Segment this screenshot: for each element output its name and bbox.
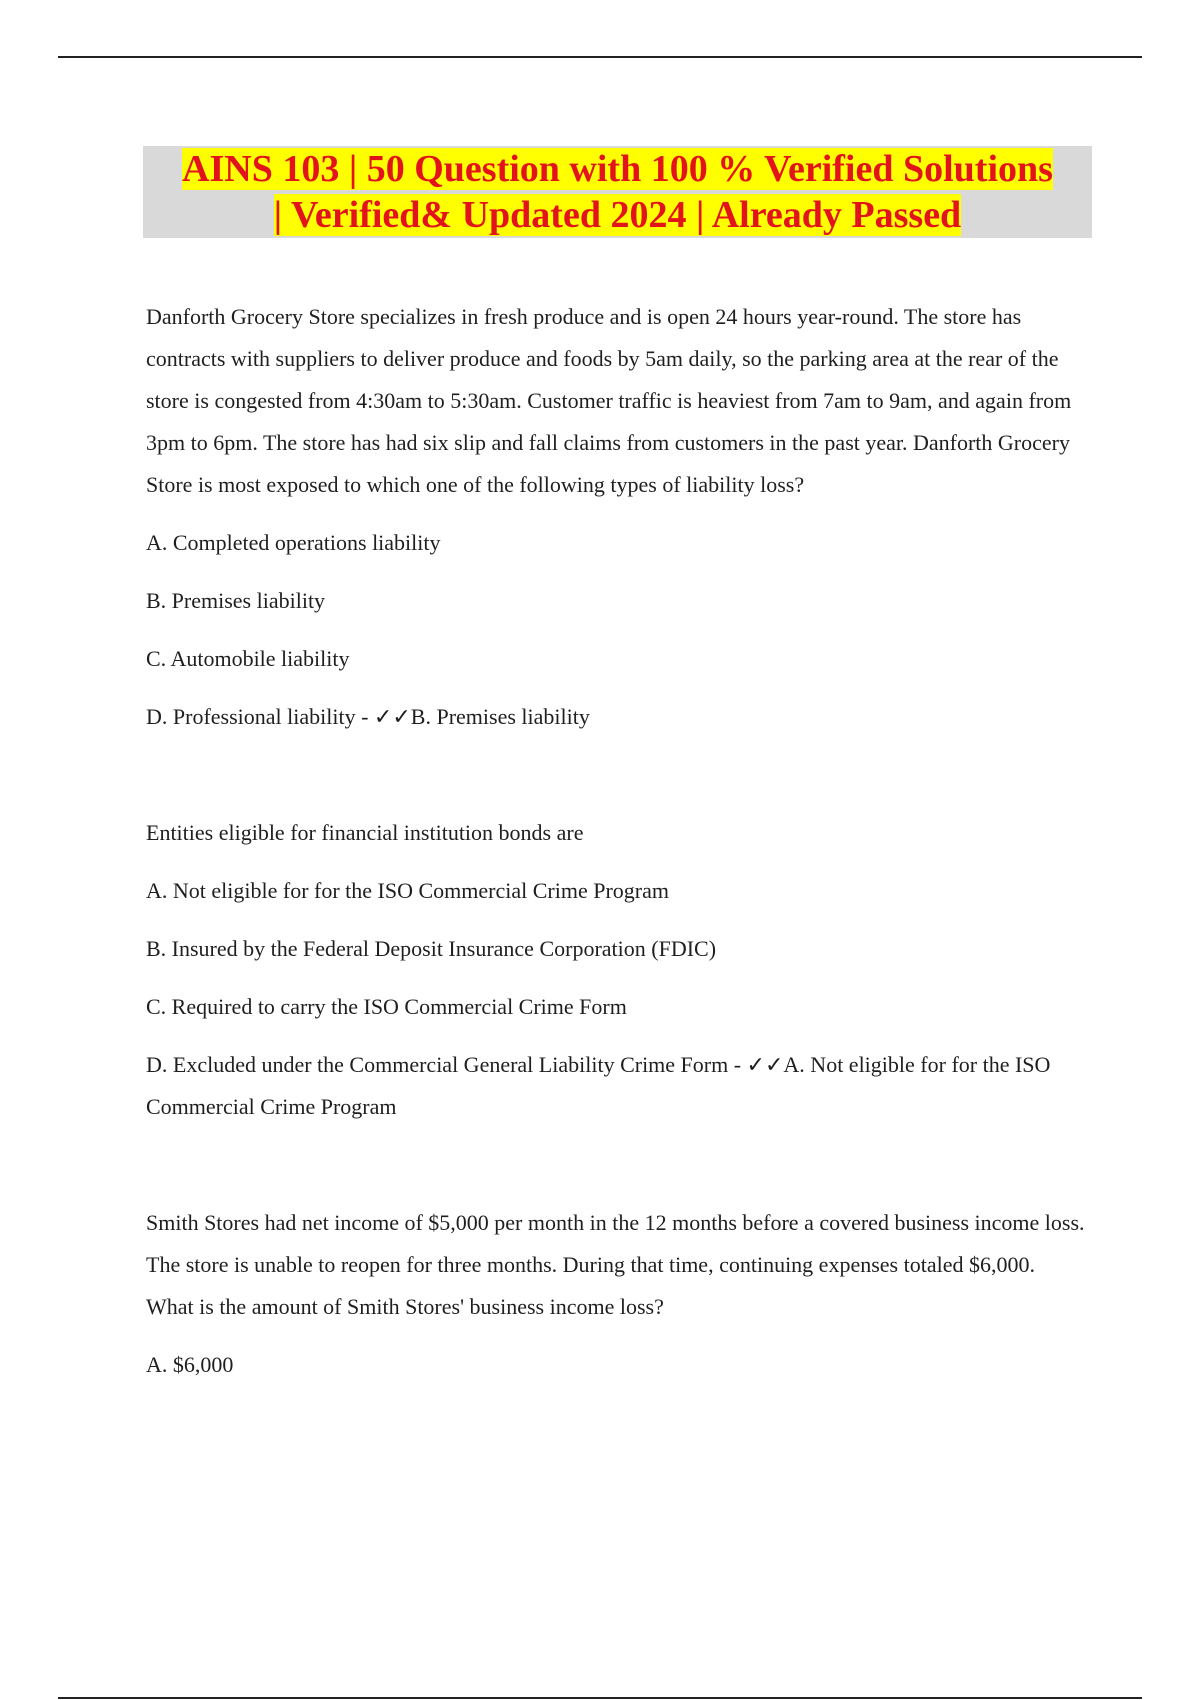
document-title xyxy=(143,146,1092,238)
top-rule xyxy=(58,56,1142,58)
question-stem: Smith Stores had net income of $5,000 per month in the 12 months before a covered business income loss. The store is unable to reopen for three months. During that time, continuing expenses totaled $6,000. What is the amount of Smith Stores' business income loss? xyxy=(146,1210,1085,1319)
document-body xyxy=(146,296,1086,1386)
answer-option-a: A. Completed operations liability xyxy=(146,530,441,555)
question-2 xyxy=(146,812,1086,1128)
answer-option-c: C. Required to carry the ISO Commercial Crime Form xyxy=(146,994,627,1019)
question-1 xyxy=(146,296,1086,738)
answer-option-c: C. Automobile liability xyxy=(146,646,350,671)
question-stem: Danforth Grocery Store specializes in fresh produce and is open 24 hours year-round. The store has contracts with suppliers to deliver produce and foods by 5am daily, so the parking area at the rear of the store is congested from 4:30am to 5:30am. Customer traffic is heaviest from 7am to 9am, and again from 3pm to 6pm. The store has had six slip and fall claims from customers in the past year. Danforth Grocery Store is most exposed to which one of the following types of liability loss? xyxy=(146,304,1072,497)
answer-option-b: B. Premises liability xyxy=(146,588,326,613)
title-line-2: | Verified& Updated 2024 | Already Passed xyxy=(273,194,962,236)
question-3 xyxy=(146,1202,1086,1386)
title-line-1: AINS 103 | 50 Question with 100 % Verified Solutions xyxy=(182,148,1053,190)
answer-option-b: B. Insured by the Federal Deposit Insurance Corporation (FDIC) xyxy=(146,936,717,961)
question-stem: Entities eligible for financial institution bonds are xyxy=(146,820,584,845)
bottom-rule xyxy=(58,1697,1142,1699)
answer-option-a: A. $6,000 xyxy=(146,1352,234,1377)
answer-option-d: D. Professional liability - ✓✓B. Premises liability xyxy=(146,704,590,729)
answer-option-a: A. Not eligible for for the ISO Commercial Crime Program xyxy=(146,878,669,903)
answer-option-d: D. Excluded under the Commercial General Liability Crime Form - ✓✓A. Not eligible for for the ISO Commercial Crime Program xyxy=(146,1052,1051,1119)
